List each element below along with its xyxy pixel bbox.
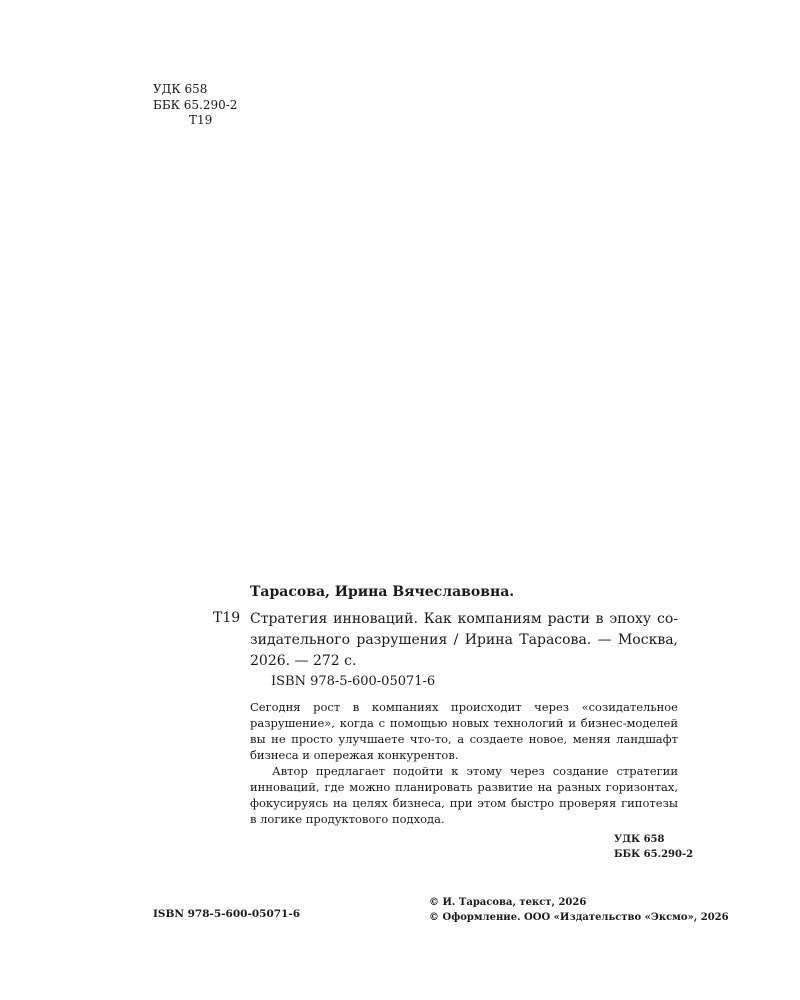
annotation-line: в логике продуктового подхода. xyxy=(250,812,445,826)
annotation xyxy=(250,699,678,827)
biblio-line: Стратегия инноваций. Как компаниям расти в эпоху со- xyxy=(250,611,678,627)
biblio-line: зидательного разрушения / Ирина Тарасова. — Москва, xyxy=(250,632,678,648)
annotation-line: фокусируясь на целях бизнеса, при этом быстро проверяя гипотезы xyxy=(250,796,678,810)
annotation-line: Автор предлагает подойти к этому через создание стратегии xyxy=(272,764,678,778)
udk-code: УДК 658 xyxy=(153,82,208,96)
annotation-line: разрушение», когда с помощью новых технологий и бизнес-моделей xyxy=(250,716,678,730)
annotation-line: бизнеса и опережая конкурентов. xyxy=(250,748,459,762)
classification-block-top xyxy=(153,82,237,129)
footer-isbn: ISBN 978-5-600-05071-6 xyxy=(153,908,301,920)
annotation-line: вы не просто улучшаете что-то, а создаете новое, меняя ландшафт xyxy=(250,732,678,746)
annotation-line: Сегодня рост в компаниях происходит через «созидательное xyxy=(250,700,678,714)
bibliographic-description xyxy=(250,609,678,672)
udk-code: УДК 658 xyxy=(614,834,665,845)
copyright-design: © Оформление. ООО «Издательство «Эксмо», 2026 xyxy=(429,912,729,923)
bbk-code: ББК 65.290-2 xyxy=(153,97,238,112)
copyright-block xyxy=(429,895,729,925)
biblio-line: 2026. — 272 с. xyxy=(250,653,357,669)
entry-author: Тарасова, Ирина Вячеславовна. xyxy=(250,584,515,600)
copyright-text: © И. Тарасова, текст, 2026 xyxy=(429,897,587,908)
entry-author-mark: Т19 xyxy=(213,610,241,626)
bbk-code: ББК 65.290-2 xyxy=(614,849,694,860)
classification-block-bottom xyxy=(614,832,693,862)
author-mark: Т19 xyxy=(189,113,213,127)
entry-isbn: ISBN 978-5-600-05071-6 xyxy=(271,674,436,689)
annotation-line: инноваций, где можно планировать развитие на разных горизонтах, xyxy=(250,780,678,794)
